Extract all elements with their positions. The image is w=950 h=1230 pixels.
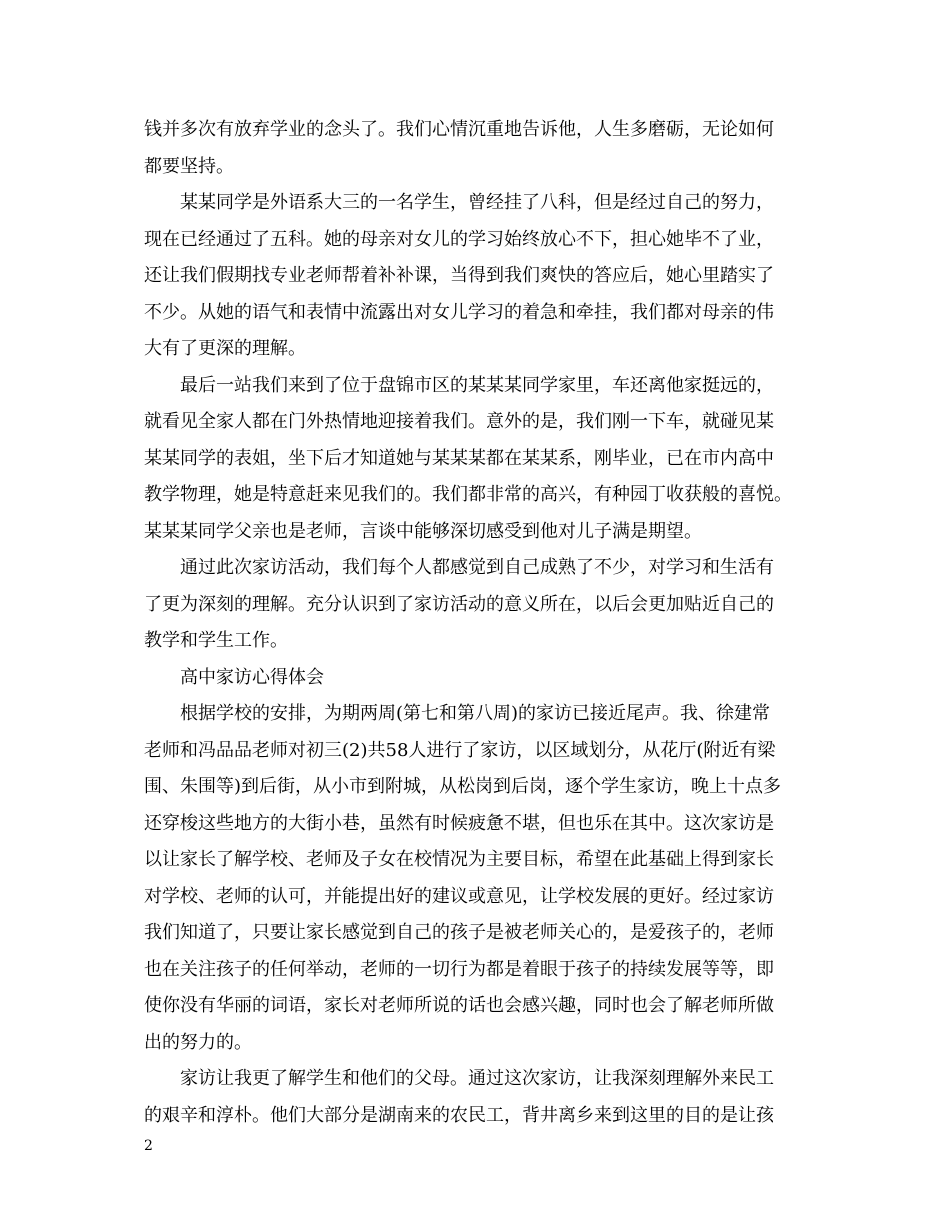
text-line: 出的努力的。 [144,1031,252,1053]
text-line: 也在关注孩子的任何举动，老师的一切行为都是着眼于孩子的持续发展等等，即 [144,958,774,980]
text-line: 都要坚持。 [144,155,234,177]
text-line: 某某同学是外语系大三的一名学生，曾经挂了八科，但是经过自己的努力， [180,192,774,213]
text-line: 根据学校的安排，为期两周(第七和第八周)的家访已接近尾声。我、徐建常 [180,703,771,724]
text-line: 还穿梭这些地方的大街小巷，虽然有时候疲惫不堪，但也乐在其中。这次家访是 [144,812,774,834]
text-line: 不少。从她的语气和表情中流露出对女儿学习的着急和牵挂，我们都对母亲的伟 [144,301,774,323]
page-number: 2 [144,1138,153,1154]
text-line: 还让我们假期找专业老师帮着补补课，当得到我们爽快的答应后，她心里踏实了 [144,265,774,286]
text-line: 了更为深刻的理解。充分认识到了家访活动的意义所在，以后会更加贴近自己的 [144,593,774,615]
text-line: 某某某同学父亲也是老师，言谈中能够深切感受到他对儿子满是期望。 [144,520,702,542]
document-body [144,112,812,1134]
text-line: 使你没有华丽的词语，家长对老师所说的话也会感兴趣，同时也会了解老师所做 [144,995,774,1016]
text-line: 围、朱围等)到后街，从小市到附城，从松岗到后岗，逐个学生家访，晚上十点多 [144,776,782,797]
text-line: 某某同学的表姐，坐下后才知道她与某某某都在某某系，刚毕业，已在市内高中 [144,447,774,469]
text-line: 以让家长了解学校、老师及子女在校情况为主要目标，希望在此基础上得到家长 [144,849,774,870]
text-line: 就看见全家人都在门外热情地迎接着我们。意外的是，我们刚一下车，就碰见某 [144,411,774,432]
text-line: 我们知道了，只要让家长感觉到自己的孩子是被老师关心的，是爱孩子的，老师 [144,922,774,943]
text-line: 现在已经通过了五科。她的母亲对女儿的学习始终放心不下，担心她毕不了业， [144,228,774,250]
text-line: 钱并多次有放弃学业的念头了。我们心情沉重地告诉他，人生多磨砺，无论如何 [144,119,774,140]
text-line: 教学和学生工作。 [144,630,288,651]
text-line: 老师和冯品品老师对初三(2)共58人进行了家访，以区域划分，从花厅(附近有梁 [144,739,776,761]
section-heading: 高中家访心得体会 [180,666,324,688]
text-line: 的艰辛和淳朴。他们大部分是湖南来的农民工，背井离乡来到这里的目的是让孩 [144,1104,774,1126]
text-line: 通过此次家访活动，我们每个人都感觉到自己成熟了不少，对学习和生活有 [180,557,774,578]
text-line: 家访让我更了解学生和他们的父母。通过这次家访，让我深刻理解外来民工 [180,1068,774,1089]
text-line: 最后一站我们来到了位于盘锦市区的某某某同学家里，车还离他家挺远的， [180,374,774,396]
text-line: 对学校、老师的认可，并能提出好的建议或意见，让学校发展的更好。经过家访 [144,885,774,907]
text-line: 大有了更深的理解。 [144,338,306,359]
text-line: 教学物理，她是特意赶来见我们的。我们都非常的高兴，有种园丁收获般的喜悦。 [144,484,792,505]
